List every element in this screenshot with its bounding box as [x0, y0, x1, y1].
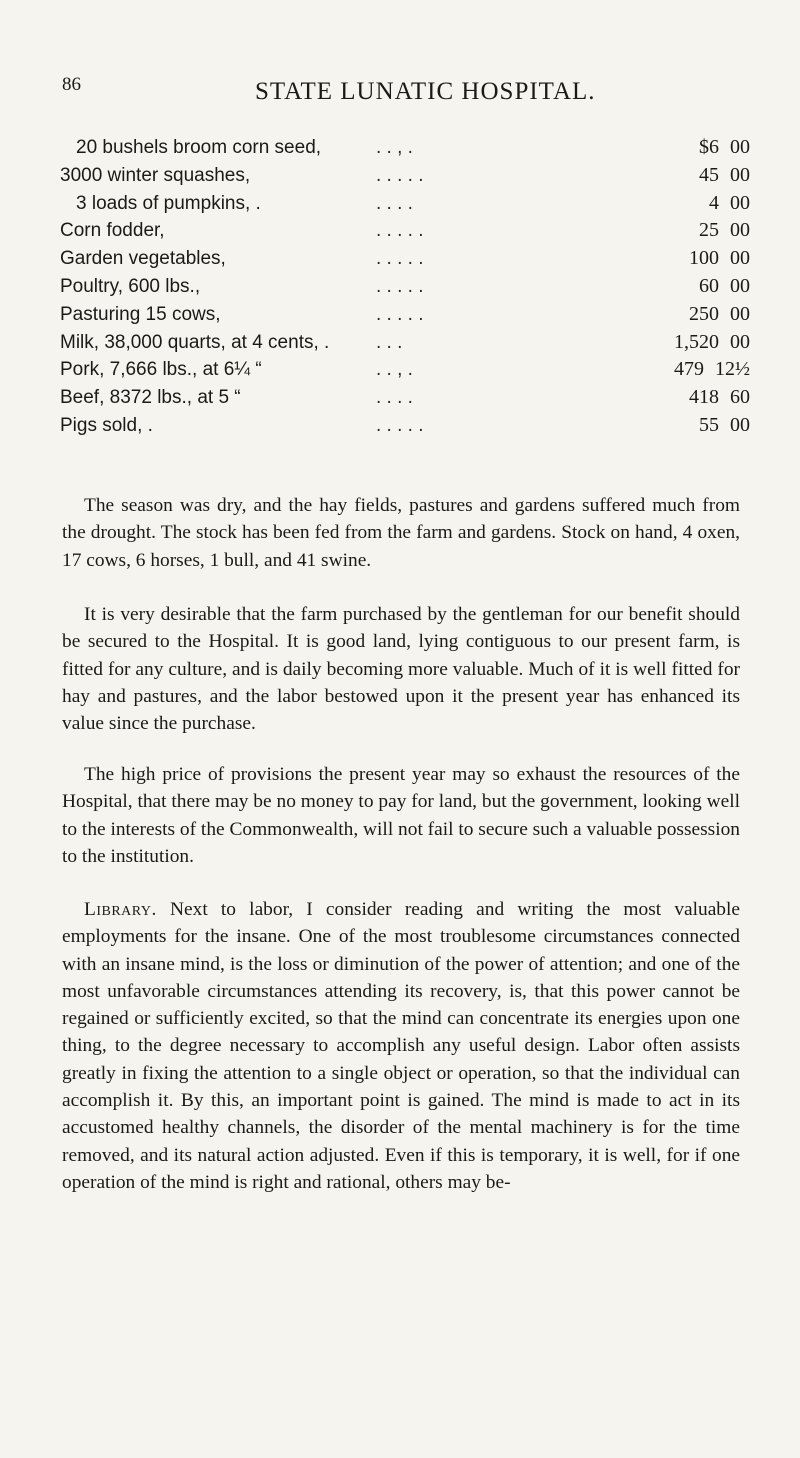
ledger-item: Garden vegetables,: [60, 248, 226, 270]
ledger-amount: 479 12½: [674, 358, 750, 381]
paragraph-farm-purchase: [62, 601, 740, 737]
ledger-row: [60, 412, 750, 440]
ledger-item: 20 bushels broom corn seed,: [76, 137, 322, 158]
paragraph-text: The season was dry, and the hay fields, pastures and gardens suffered much from the drought. The stock has been fed from the farm and gardens. Stock on hand, 4 oxen, 17 cows, 6 horses, 1 bull, and 41 swine.: [62, 495, 740, 571]
dot-leader: . . . . .: [376, 248, 424, 270]
paragraph-text: [62, 896, 740, 1196]
paragraph-season: [62, 492, 740, 574]
ledger-amount: 55 00: [699, 413, 750, 436]
ledger-row: [60, 190, 750, 218]
dot-leader: . . , .: [376, 137, 413, 158]
dot-leader: . . , .: [376, 359, 413, 381]
running-title: STATE LUNATIC HOSPITAL.: [255, 78, 596, 105]
ledger-item: 3 loads of pumpkins, .: [76, 192, 261, 214]
ledger-item: 3000 winter squashes,: [60, 164, 251, 186]
ledger-item: Pigs sold, .: [60, 414, 153, 436]
ledger-row: [60, 384, 750, 412]
dot-leader: . . . . .: [376, 303, 424, 325]
dot-leader: . . . . .: [376, 164, 424, 186]
ledger-amount: 45 00: [699, 163, 750, 186]
ledger-item: Poultry, 600 lbs.,: [60, 275, 201, 297]
ledger-row: [60, 134, 750, 162]
ledger-item: Pasturing 15 cows,: [60, 303, 221, 325]
ledger-row: [60, 217, 750, 245]
page-number: 86: [62, 74, 81, 95]
ledger-amount: 250 00: [689, 302, 750, 325]
ledger-item: Pork, 7,666 lbs., at 6¼ “: [60, 359, 262, 381]
ledger-item: Milk, 38,000 quarts, at 4 cents, .: [60, 331, 330, 353]
dot-leader: . . . . .: [376, 220, 424, 242]
dot-leader: . . . . .: [376, 275, 424, 297]
ledger-amount: 100 00: [689, 247, 750, 270]
paragraph-library: [62, 896, 740, 1196]
section-heading-library: Library.: [84, 899, 157, 920]
paragraph-text: The high price of provisions the present year may so exhaust the resources of the Hospital, that there may be no money to pay for land, but the government, looking well to the interests of the Commonwealth, will not fail to secure such a valuable possession to the institution.: [62, 764, 740, 867]
dot-leader: . . . .: [376, 192, 413, 214]
farm-produce-ledger: [60, 134, 750, 440]
ledger-amount: 1,520 00: [674, 330, 750, 353]
ledger-item: Beef, 8372 lbs., at 5 “: [60, 387, 241, 409]
ledger-row: [60, 162, 750, 190]
dot-leader: . . . .: [376, 387, 413, 409]
ledger-amount: 60 00: [699, 274, 750, 297]
ledger-amount: 4 00: [709, 191, 750, 214]
paragraph-provisions: [62, 761, 740, 870]
ledger-row: [60, 329, 750, 357]
ledger-amount: 25 00: [699, 219, 750, 242]
dot-leader: . . . . .: [376, 414, 424, 436]
ledger-row: [60, 245, 750, 273]
ledger-amount: 418 60: [689, 386, 750, 409]
ledger-item: Corn fodder,: [60, 220, 165, 242]
dot-leader: . . .: [376, 331, 403, 353]
ledger-row: [60, 356, 750, 384]
ledger-row: [60, 301, 750, 329]
ledger-amount: $6 00: [699, 136, 750, 158]
ledger-row: [60, 273, 750, 301]
library-text: Next to labor, I consider reading and writing the most valuable employments for the insane. One of the most troublesome circumstances connected with an insane mind, is the loss or diminution of the power of attention; and one of the most unfavorable circumstances attending its recovery, is, that this power cannot be regained or sufficiently excited, so that the mind can concentrate its energies upon one thing, to the degree necessary to accomplish any useful design. Labor often assists greatly in fixing the attention to a single object or operation, so that the individual can accomplish it. By this, an important point is gained. The mind is made to act in its accustomed healthy channels, the disorder of the mental machinery is for the time removed, and its natural action adjusted. Even if this is temporary, it is well, for if one operation of the mind is right and rational, others may be-: [62, 899, 740, 1193]
paragraph-text: It is very desirable that the farm purchased by the gentleman for our benefit should be secured to the Hospital. It is good land, lying contiguous to our present farm, is fitted for any culture, and is daily becoming more valuable. Much of it is well fitted for hay and pastures, and the labor bestowed upon it the present year has enhanced its value since the purchase.: [62, 604, 740, 735]
